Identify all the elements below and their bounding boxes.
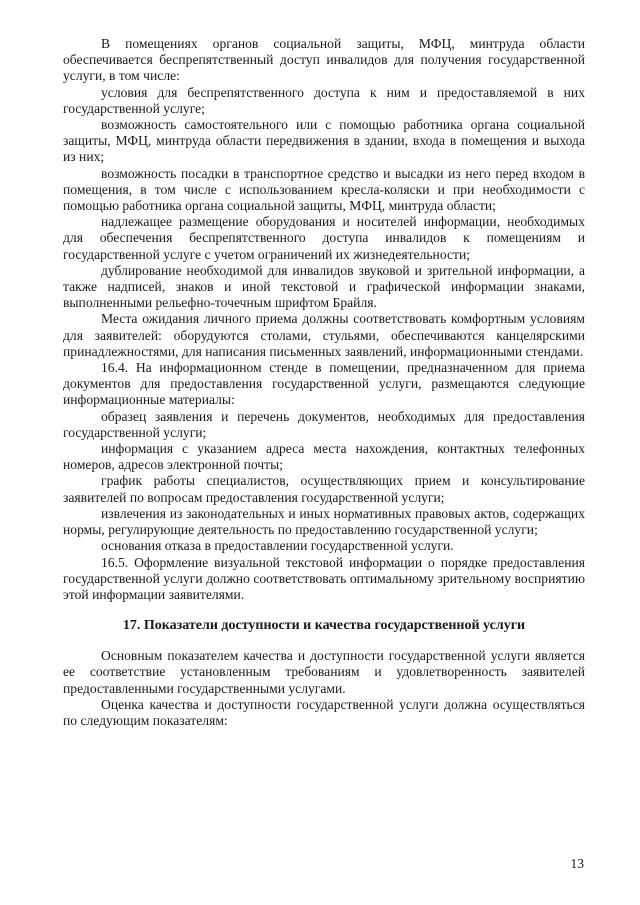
section-heading-17: 17. Показатели доступности и качества государственной услуги	[122, 618, 526, 634]
paragraph-contact-info: информация с указанием адреса места нахождения, контактных телефонных номеров, адресов электронной почты;	[63, 441, 585, 473]
paragraph-refusal-grounds: основания отказа в предоставлении государственной услуги.	[101, 538, 454, 554]
paragraph-legal-extracts: извлечения из законодательных и иных нормативных правовых актов, содержащих нормы, регулирующие деятельность по предоставлению государственной услуги;	[63, 505, 585, 538]
paragraph-access-conditions: условия для беспрепятственного доступа к ним и предоставляемой в них государственной услуге;	[63, 84, 585, 116]
paragraph-quality-assessment: Оценка качества и доступности государственной услуги должна осуществляться по следующим показателям:	[63, 696, 585, 728]
paragraph-quality-indicator: Основным показателем качества и доступности государственной услуги является ее соответствие установленным требованиям и удовлетворенность заявителей предоставленными государственными услугами.	[63, 648, 585, 696]
paragraph-intro: В помещениях органов социальной защиты, МФЦ, минтруда области обеспечивается беспрепятственный доступ инвалидов для получения государственной услуги, в том числе:	[63, 36, 585, 84]
paragraph-application-sample: образец заявления и перечень документов, необходимых для предоставления государственной услуги;	[63, 408, 585, 440]
paragraph-work-schedule: график работы специалистов, осуществляющих прием и консультирование заявителей по вопросам предоставления государственной услуги;	[63, 473, 585, 505]
document-page	[63, 36, 585, 729]
paragraph-transport-boarding: возможность посадки в транспортное средство и высадки из него перед входом в помещения, в том числе с использованием кресла-коляски и при необходимости с помощью работника органа социальной защиты, МФЦ, минтруда области;	[63, 165, 585, 214]
paragraph-16-5: 16.5. Оформление визуальной текстовой информации о порядке предоставления государственной услуги должно соответствовать оптимальному зрительному восприятию этой информации заявителями.	[63, 554, 585, 602]
paragraph-braille-duplication: дублирование необходимой для инвалидов звуковой и зрительной информации, а также надписей, знаков и иной текстовой и графической информации знаками, выполненными рельефно-точечным шрифтом Брайля.	[63, 262, 585, 311]
paragraph-16-4: 16.4. На информационном стенде в помещении, предназначенном для приема документов для предоставления государственной услуги, размещаются следующие информационные материалы:	[63, 360, 585, 408]
paragraph-independent-movement: возможность самостоятельного или с помощью работника органа социальной защиты, МФЦ, минтруда области передвижения в здании, входа в помещения и выхода из них;	[63, 117, 585, 165]
paragraph-equipment-placement: надлежащее размещение оборудования и носителей информации, необходимых для обеспечения беспрепятственного доступа инвалидов к помещениям и государственной услуге с учетом ограничений их жизнедеятельности;	[63, 214, 585, 262]
page-number: 13	[570, 856, 584, 871]
paragraph-waiting-areas: Места ожидания личного приема должны соответствовать комфортным условиям для заявителей: оборудуются столами, стульями, обеспечиваются канцелярскими принадлежностями, для написания письменных заявлений, информационными стендами.	[63, 311, 585, 359]
